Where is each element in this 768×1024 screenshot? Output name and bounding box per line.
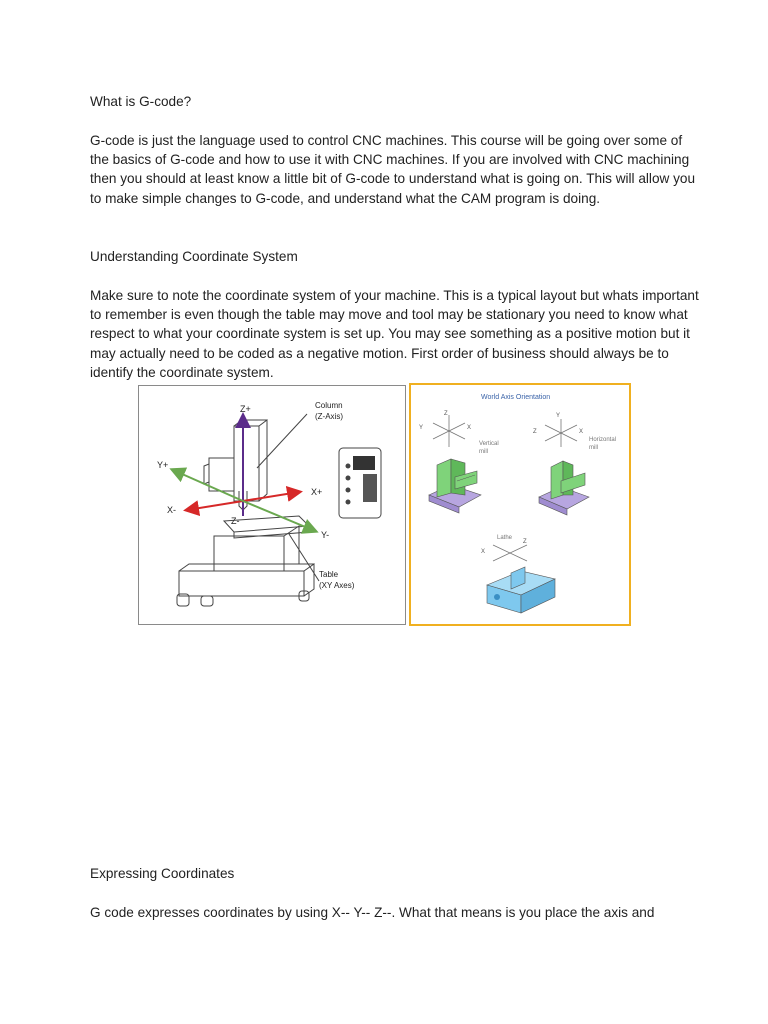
lathe-axes	[493, 545, 527, 561]
lathe-axis-z-label: Z	[523, 539, 527, 545]
world-axis-illustration	[411, 385, 629, 624]
vertical-mill-shape	[429, 459, 481, 513]
world-axis-orientation-figure	[409, 383, 631, 626]
column-label: Column	[315, 401, 343, 410]
column-sub-label: (Z-Axis)	[315, 412, 343, 421]
horizontal-mill-label-2: mill	[589, 445, 598, 451]
heading-coordinate-system: Understanding Coordinate System	[90, 249, 298, 264]
vertical-axis-z-label: Z	[444, 411, 448, 417]
horizontal-mill-shape	[539, 461, 589, 515]
horizontal-axis-x-label: X	[579, 429, 584, 435]
heading-expressing-coordinates: Expressing Coordinates	[90, 866, 235, 881]
paragraph-intro: G-code is just the language used to control CNC machines. This course will be going over some of the basics of G-code and how to use it with CNC machines. If you are involved with CNC machining then you should at least know a little bit of G-code to understand what is going on. This will allow you to make simple changes to G-code, and understand what the CAM program is doing.	[90, 133, 696, 206]
x-minus-label: X-	[167, 505, 176, 515]
y-plus-arrow	[173, 470, 243, 501]
y-minus-arrow	[243, 501, 315, 531]
x-plus-label: X+	[311, 487, 323, 497]
vertical-mill-label-2: mill	[479, 449, 488, 455]
lathe-label: Lathe	[497, 535, 513, 541]
vertical-mill-label: Vertical	[479, 441, 499, 447]
horizontal-axis-y-label: Y	[556, 413, 561, 419]
horizontal-mill-label: Horizontal	[589, 437, 617, 443]
lathe-shape	[487, 567, 555, 613]
vertical-mill-axes	[433, 415, 465, 447]
x-plus-arrow	[243, 492, 299, 501]
paragraph-coordinate-system: Make sure to note the coordinate system of your machine. This is a typical layout but whats important to remember is even though the table may move and tool may be stationary you need to know what respect to what your coordinate system is set up. You may see something as a positive motion but it may actually need to be coded as a negative motion. First order of business should always be to identify the coordinate system.	[90, 288, 699, 380]
vertical-axis-y-label: Y	[419, 425, 424, 431]
mill-line-drawing	[177, 414, 319, 606]
table-sub-label: (XY Axes)	[319, 581, 355, 590]
horizontal-mill-axes	[545, 419, 577, 447]
control-panel	[339, 448, 381, 518]
heading-what-is-gcode: What is G-code?	[90, 94, 192, 109]
vertical-axis-x-label: X	[467, 425, 472, 431]
paragraph-expressing-coordinates: G code expresses coordinates by using X-- Y-- Z--. What that means is you place the axis and	[90, 905, 655, 920]
x-minus-arrow	[187, 501, 243, 510]
horizontal-axis-z-label: Z	[533, 429, 537, 435]
table-label: Table	[319, 570, 339, 579]
mill-axes-figure	[138, 385, 406, 625]
z-plus-label: Z+	[240, 404, 251, 414]
mill-axes-illustration	[139, 386, 405, 624]
z-minus-label: Z-	[231, 516, 240, 526]
y-plus-label: Y+	[157, 460, 169, 470]
world-axis-title: World Axis Orientation	[481, 394, 551, 401]
y-minus-label: Y-	[321, 530, 330, 540]
lathe-axis-x-label: X	[481, 549, 486, 555]
